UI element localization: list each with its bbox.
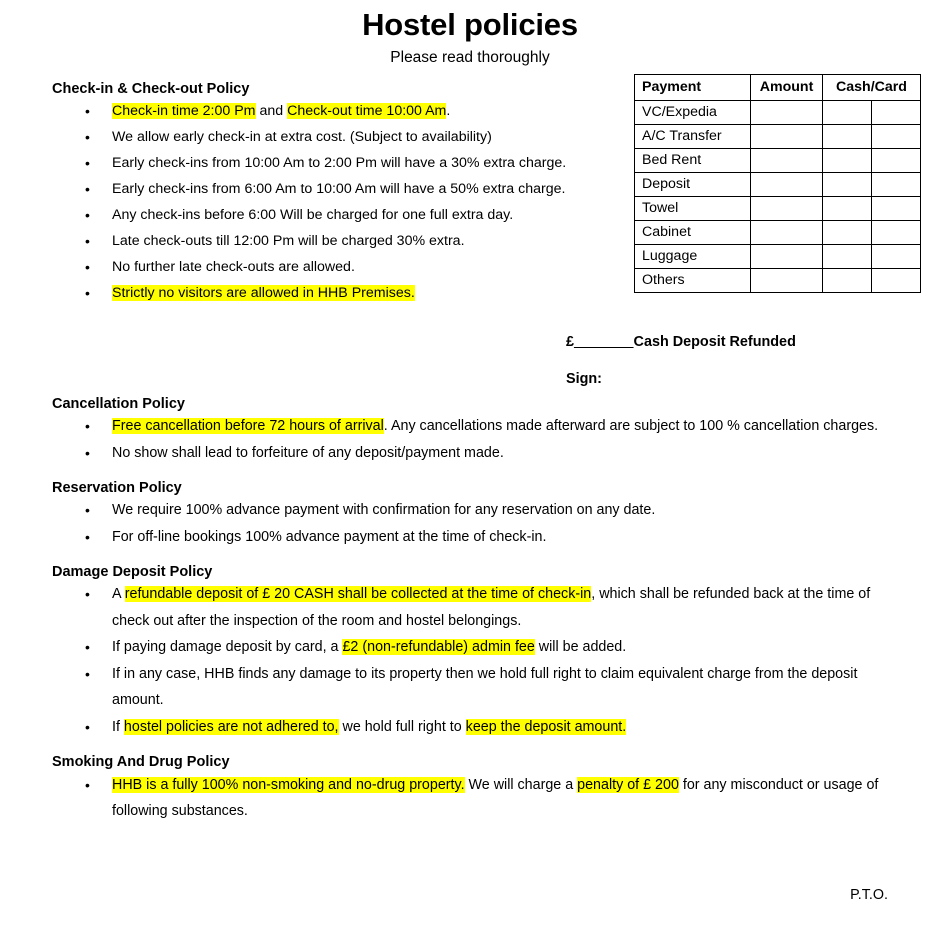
- highlighted-text: Check-in time 2:00 Pm: [112, 103, 256, 120]
- policy-text: will be added.: [534, 639, 627, 656]
- cash-deposit-refunded-line: [566, 334, 796, 350]
- table-row: [635, 245, 921, 269]
- payment-label-cell: VC/Expedia: [635, 101, 751, 125]
- payment-table-wrapper: [634, 74, 920, 293]
- policy-text: we hold full right to: [338, 718, 466, 735]
- policy-text: No further late check-outs are allowed.: [112, 259, 355, 276]
- damage-deposit-policy-section: [52, 563, 897, 740]
- cash-input-cell[interactable]: [823, 221, 872, 245]
- policy-bullet: [52, 98, 632, 124]
- policy-text: If paying damage deposit by card, a: [112, 639, 343, 656]
- smoking-drug-policy-list: [52, 772, 897, 825]
- policy-bullet: [52, 150, 632, 176]
- reservation-policy-section: [52, 479, 897, 550]
- amount-input-cell[interactable]: [751, 245, 823, 269]
- policy-text: A: [112, 586, 125, 603]
- amount-input-cell[interactable]: [751, 221, 823, 245]
- policy-bullet: [52, 176, 632, 202]
- highlighted-text: hostel policies are not adhered to,: [123, 718, 339, 735]
- policy-text: . Any cancellations made afterward are subject to 100 % cancellation charges.: [383, 418, 879, 435]
- policy-bullet: [52, 124, 632, 150]
- highlighted-text: Check-out time 10:00 Am: [287, 103, 447, 120]
- policy-bullet: [52, 440, 897, 467]
- column-header-cash-card: Cash/Card: [823, 75, 921, 101]
- policy-bullet: [52, 228, 632, 254]
- damage-deposit-policy-heading: Damage Deposit Policy: [52, 564, 213, 581]
- card-input-cell[interactable]: [872, 125, 921, 149]
- policy-bullet: [52, 280, 632, 306]
- damage-deposit-policy-list: [52, 581, 897, 740]
- policy-bullet: [52, 413, 897, 440]
- policy-text: We require 100% advance payment with confirmation for any reservation on any date.: [112, 502, 656, 519]
- highlighted-text: penalty of £ 200: [577, 776, 679, 793]
- highlighted-text: HHB is a fully 100% non-smoking and no-drug property.: [112, 776, 465, 793]
- table-row: [635, 173, 921, 197]
- amount-input-cell[interactable]: [751, 101, 823, 125]
- highlighted-text: £2 (non-refundable) admin fee: [342, 639, 535, 656]
- policy-bullet: [52, 714, 897, 741]
- currency-symbol: £: [566, 334, 575, 350]
- payment-table-body: [635, 101, 921, 293]
- policy-text: Early check-ins from 6:00 Am to 10:00 Am will have a 50% extra charge.: [112, 181, 566, 198]
- payment-label-cell: Cabinet: [635, 221, 751, 245]
- reservation-policy-list: [52, 497, 897, 550]
- cash-input-cell[interactable]: [823, 101, 872, 125]
- column-header-payment: Payment: [635, 75, 751, 101]
- payment-label-cell: Bed Rent: [635, 149, 751, 173]
- policy-text: No show shall lead to forfeiture of any deposit/payment made.: [112, 444, 504, 461]
- section-spacer: [52, 550, 897, 563]
- smoking-drug-policy-section: [52, 753, 897, 824]
- payment-table: [634, 74, 921, 293]
- cancellation-policy-list: [52, 413, 897, 466]
- amount-input-cell[interactable]: [751, 269, 823, 293]
- cash-input-cell[interactable]: [823, 149, 872, 173]
- hostel-policies-document: [0, 6, 940, 941]
- checkin-policy-list: [52, 98, 632, 306]
- page-title: Hostel policies: [362, 7, 578, 42]
- checkin-policy-section: [52, 80, 632, 306]
- cancellation-policy-heading: Cancellation Policy: [52, 396, 185, 412]
- payment-label-cell: Luggage: [635, 245, 751, 269]
- policy-text: We will charge a: [464, 776, 578, 793]
- policy-bullet: [52, 497, 897, 524]
- highlighted-text: keep the deposit amount.: [465, 718, 627, 735]
- section-spacer: [52, 466, 897, 479]
- table-row: [635, 269, 921, 293]
- policy-text: If: [112, 718, 124, 735]
- card-input-cell[interactable]: [872, 221, 921, 245]
- payment-label-cell: Towel: [635, 197, 751, 221]
- policy-text: If in any case, HHB finds any damage to its property then we hold full right to claim equivalent charge from the deposit amount.: [112, 665, 858, 709]
- card-input-cell[interactable]: [872, 101, 921, 125]
- cash-input-cell[interactable]: [823, 197, 872, 221]
- policy-text: Late check-outs till 12:00 Pm will be charged 30% extra.: [112, 233, 465, 250]
- policy-text: For off-line bookings 100% advance payment at the time of check-in.: [112, 528, 547, 545]
- policy-text: and: [255, 103, 288, 120]
- section-spacer: [52, 740, 897, 753]
- policy-bullet: [52, 661, 897, 714]
- policy-text: Early check-ins from 10:00 Am to 2:00 Pm will have a 30% extra charge.: [112, 155, 567, 172]
- table-row: [635, 101, 921, 125]
- payment-table-header-row: [635, 75, 921, 101]
- table-row: [635, 197, 921, 221]
- policy-bullet: [52, 772, 897, 825]
- payment-label-cell: Others: [635, 269, 751, 293]
- sign-label: Sign:: [566, 371, 602, 387]
- cash-input-cell[interactable]: [823, 173, 872, 197]
- cancellation-policy-section: [52, 395, 897, 466]
- payment-label-cell: Deposit: [635, 173, 751, 197]
- highlighted-text: Strictly no visitors are allowed in HHB Premises.: [112, 285, 415, 302]
- payment-label-cell: A/C Transfer: [635, 125, 751, 149]
- amount-input-cell[interactable]: [751, 125, 823, 149]
- policy-text: for any misconduct or usage of following substances.: [112, 776, 879, 819]
- policy-bullet: [52, 202, 632, 228]
- card-input-cell[interactable]: [872, 197, 921, 221]
- policy-bullet: [52, 524, 897, 551]
- page-subtitle: Please read thoroughly: [390, 48, 550, 66]
- column-header-amount: Amount: [751, 75, 823, 101]
- card-input-cell[interactable]: [872, 245, 921, 269]
- table-row: [635, 125, 921, 149]
- policy-text: , which shall be refunded back at the time of check out after the inspection of the room and hostel belongings.: [112, 586, 871, 629]
- amount-input-cell[interactable]: [751, 197, 823, 221]
- cash-input-cell[interactable]: [823, 125, 872, 149]
- cash-input-cell[interactable]: [823, 245, 872, 269]
- card-input-cell[interactable]: [872, 149, 921, 173]
- lower-policy-sections: [52, 395, 897, 825]
- amount-input-cell[interactable]: [751, 173, 823, 197]
- policy-text: .: [446, 103, 451, 120]
- card-input-cell[interactable]: [872, 173, 921, 197]
- table-row: [635, 149, 921, 173]
- policy-bullet: [52, 254, 632, 280]
- policy-text: Any check-ins before 6:00 Will be charged for one full extra day.: [112, 207, 514, 224]
- cash-input-cell[interactable]: [823, 269, 872, 293]
- signature-line[interactable]: [566, 371, 602, 387]
- deposit-refunded-label: Cash Deposit Refunded: [633, 334, 796, 350]
- reservation-policy-heading: Reservation Policy: [52, 480, 182, 497]
- amount-input-cell[interactable]: [751, 149, 823, 173]
- policy-text: We allow early check-in at extra cost. (Subject to availability): [112, 129, 492, 146]
- table-row: [635, 221, 921, 245]
- policy-bullet: [52, 634, 897, 661]
- smoking-drug-policy-heading: Smoking And Drug Policy: [52, 754, 230, 771]
- highlighted-text: refundable deposit of £ 20 CASH shall be collected at the time of check-in: [124, 586, 592, 603]
- highlighted-text: Free cancellation before 72 hours of arrival: [112, 418, 384, 435]
- checkin-policy-heading: Check-in & Check-out Policy: [52, 81, 250, 97]
- pto-footer-note: P.T.O.: [850, 887, 888, 903]
- deposit-amount-blank[interactable]: _______: [574, 334, 634, 350]
- policy-bullet: [52, 581, 897, 634]
- card-input-cell[interactable]: [872, 269, 921, 293]
